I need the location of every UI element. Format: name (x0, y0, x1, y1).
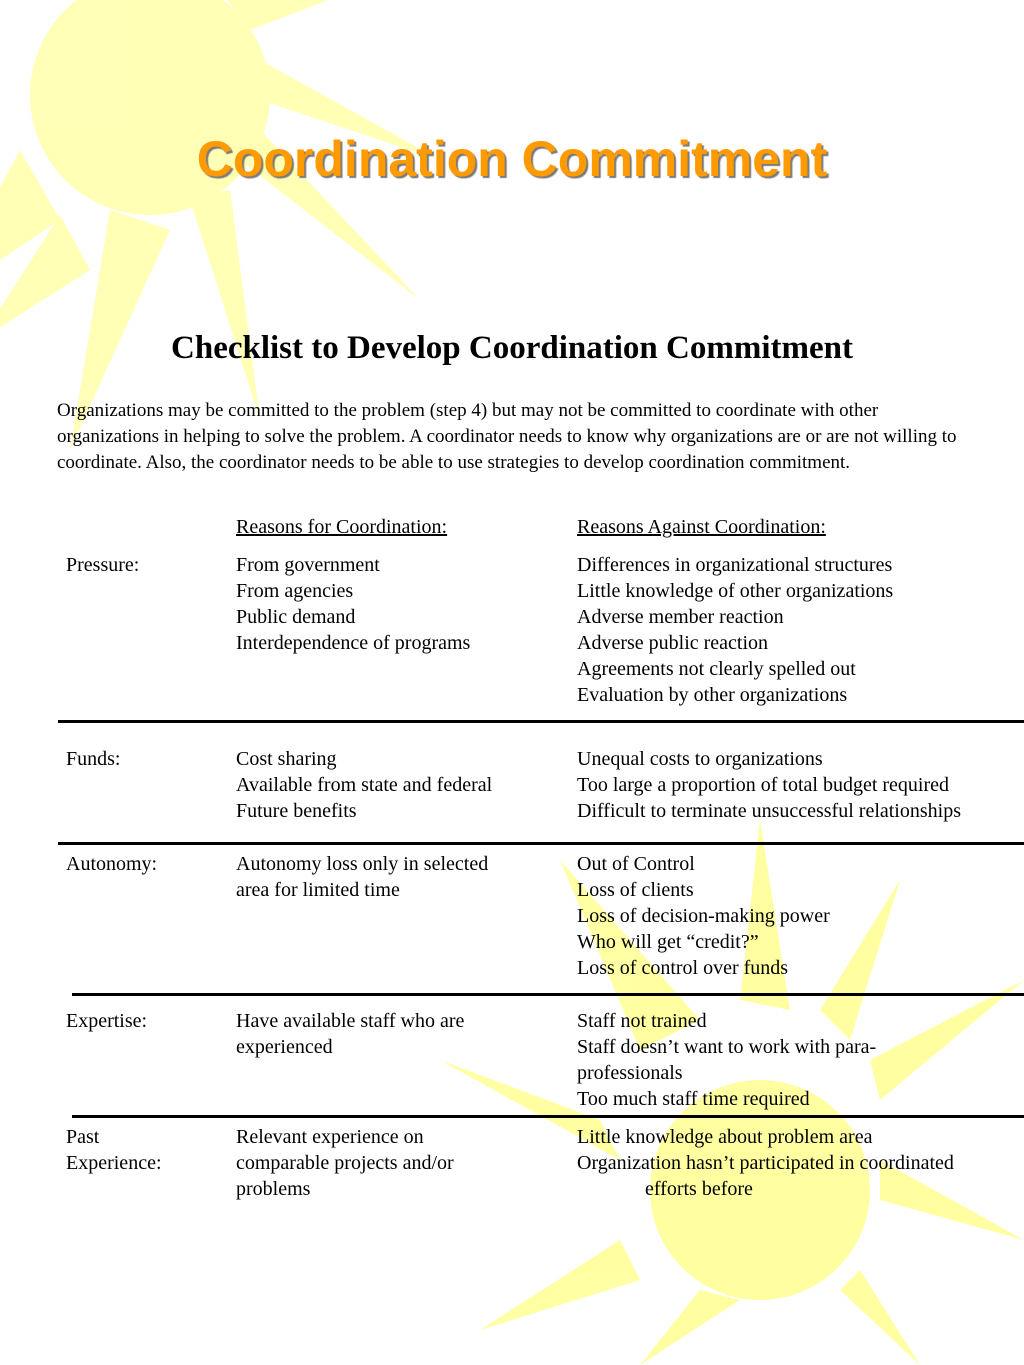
reasons-for-expertise (236, 1008, 464, 1060)
reasons-for-autonomy (236, 851, 488, 903)
reason-for-item: comparable projects and/or (236, 1152, 454, 1174)
reason-against-item: Staff doesn’t want to work with para- (577, 1036, 877, 1058)
reason-against-item: Unequal costs to organizations (577, 748, 823, 770)
reason-against-item: Organization hasn’t participated in coordinated (577, 1152, 954, 1174)
row-divider (72, 1115, 1024, 1118)
reason-for-item: Cost sharing (236, 748, 337, 770)
reason-against-item: Little knowledge of other organizations (577, 580, 894, 602)
reasons-against-funds (577, 746, 961, 824)
reason-for-item: Available from state and federal (236, 774, 493, 796)
slide-title: Coordination Commitment (196, 131, 828, 187)
category-autonomy (66, 851, 157, 877)
header-reasons-for: Reasons for Coordination: (236, 516, 448, 538)
reason-against-item: professionals (577, 1062, 683, 1084)
reason-for-item: Autonomy loss only in selected (236, 853, 489, 875)
reason-against-item: Too much staff time required (577, 1088, 810, 1110)
reason-for-item: From agencies (236, 580, 354, 602)
reasons-against-past-experience (577, 1124, 954, 1202)
checklist-subtitle: Checklist to Develop Coordination Commitment (171, 330, 853, 366)
reason-for-item: problems (236, 1178, 311, 1200)
reasons-for-funds (236, 746, 492, 824)
category-expertise (66, 1008, 147, 1034)
reason-for-item: experienced (236, 1036, 333, 1058)
reason-against-item: Loss of control over funds (577, 957, 789, 979)
row-divider (58, 842, 1024, 845)
reasons-against-autonomy (577, 851, 830, 981)
category-line: Experience: (66, 1152, 162, 1174)
category-funds (66, 746, 120, 772)
reason-against-item: Evaluation by other organizations (577, 684, 848, 706)
reason-for-item: Interdependence of programs (236, 632, 471, 654)
reason-for-item: Public demand (236, 606, 356, 628)
reason-against-item: Agreements not clearly spelled out (577, 658, 856, 680)
reason-for-item: Future benefits (236, 800, 357, 822)
row-divider (72, 993, 1024, 996)
reason-against-item: Little knowledge about problem area (577, 1126, 873, 1148)
reason-against-item: Difficult to terminate unsuccessful relationships (577, 800, 961, 822)
category-past-experience (66, 1124, 162, 1176)
reason-against-item: Loss of clients (577, 879, 694, 901)
reason-against-item: Out of Control (577, 853, 695, 875)
reason-for-item: From government (236, 554, 380, 576)
reason-against-item: efforts before (645, 1178, 753, 1200)
reason-against-item: Loss of decision-making power (577, 905, 830, 927)
category-line: Expertise: (66, 1010, 148, 1032)
category-line: Autonomy: (66, 853, 158, 875)
reason-for-item: area for limited time (236, 879, 400, 901)
reason-against-item: Differences in organizational structures (577, 554, 893, 576)
reason-for-item: Relevant experience on (236, 1126, 424, 1148)
category-line: Funds: (66, 748, 121, 770)
header-reasons-against: Reasons Against Coordination: (577, 516, 826, 538)
reason-against-item: Adverse public reaction (577, 632, 769, 654)
reason-against-item: Staff not trained (577, 1010, 707, 1032)
category-pressure (66, 552, 139, 578)
reason-against-item: Too large a proportion of total budget required (577, 774, 950, 796)
row-divider (58, 720, 1024, 723)
reasons-against-expertise (577, 1008, 876, 1112)
reasons-for-pressure (236, 552, 470, 656)
reason-against-item: Adverse member reaction (577, 606, 784, 628)
category-line: Past (66, 1126, 100, 1148)
intro-paragraph: Organizations may be committed to the problem (step 4) but may not be committed to coordinate with other organizations in helping to solve the problem. A coordinator needs to know why organizations are or are not willing to coordinate. Also, the coordinator needs to be able to use strategies to develop coordination commitment. (57, 400, 957, 473)
category-line: Pressure: (66, 554, 140, 576)
reasons-for-past-experience (236, 1124, 454, 1202)
reason-for-item: Have available staff who are (236, 1010, 465, 1032)
reason-against-item: Who will get “credit?” (577, 931, 759, 953)
reasons-against-pressure (577, 552, 893, 708)
